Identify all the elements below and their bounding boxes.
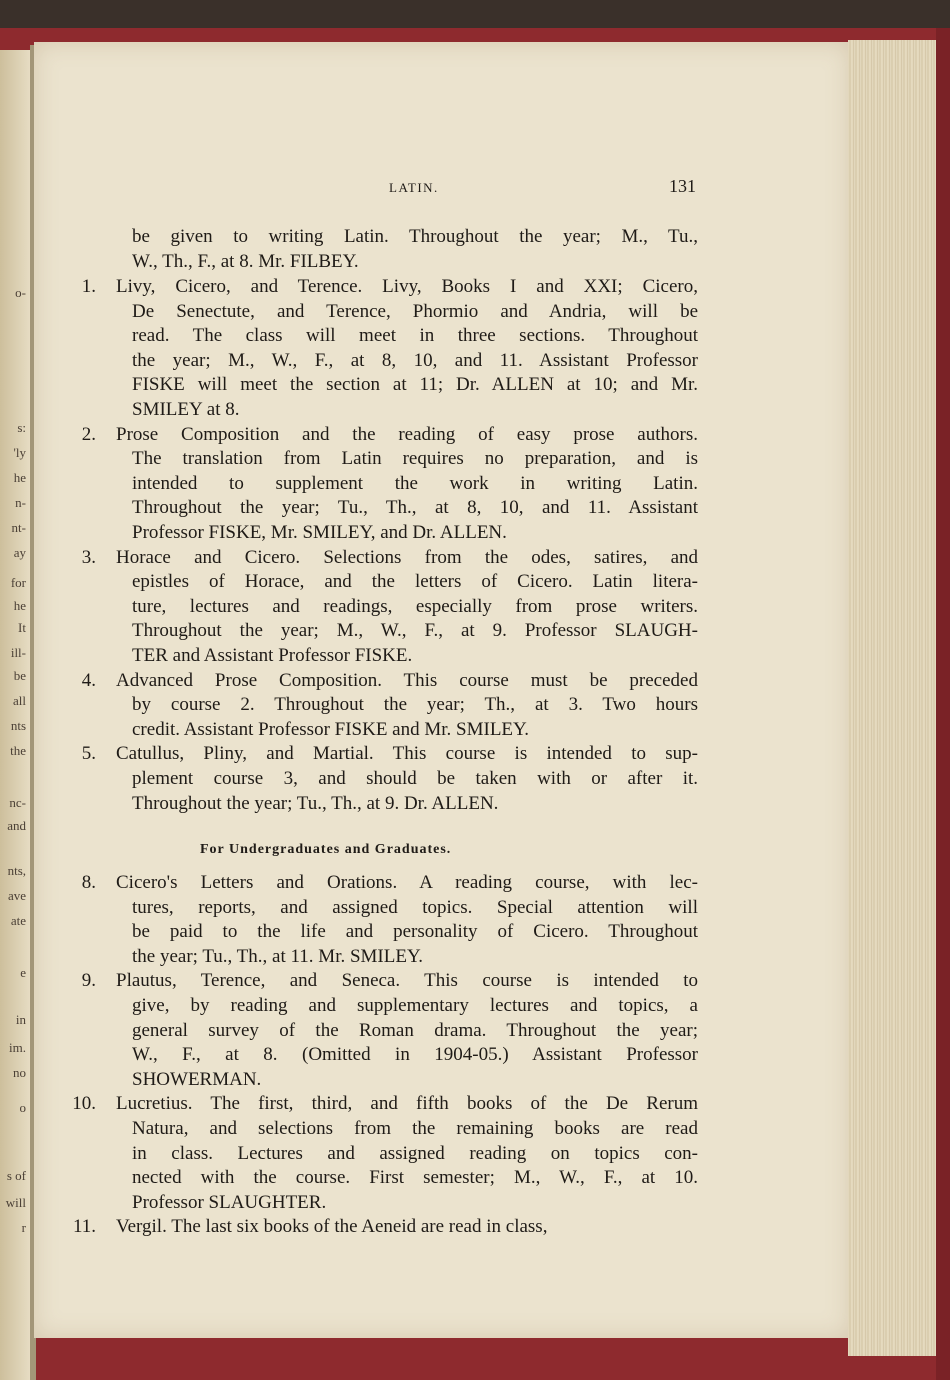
course-number: 9. (81, 970, 96, 992)
text-line (0, 620, 950, 645)
text-line (0, 448, 950, 473)
line-text: Vergil. The last six books of the Aeneid are read in class, (116, 1216, 548, 1238)
course-number: 10. (72, 1093, 96, 1115)
line-text: general survey of the Roman drama. Throughout the year; (132, 1019, 698, 1041)
margin-fragment: in (15, 1012, 26, 1027)
margin-fragment: ate (10, 913, 26, 928)
line-text: the year; Tu., Th., at 11. Mr. SMILEY. (132, 945, 423, 967)
text-line (0, 1044, 950, 1069)
course-number: 8. (81, 872, 96, 893)
text-line (0, 1167, 950, 1192)
text-line (0, 1069, 950, 1094)
line-text: W., F., at 8. (Omitted in 1904-05.) Assistant Professor (132, 1044, 698, 1066)
course-number: 3. (81, 546, 96, 568)
text-line (0, 547, 950, 572)
text-line (0, 571, 950, 596)
course-number: 11. (72, 1216, 96, 1238)
line-text: tures, reports, and assigned topics. Special attention will (132, 896, 698, 918)
text-line (0, 670, 950, 695)
text-line (0, 946, 950, 971)
line-text: Catullus, Pliny, and Martial. This course is intended to sup- (116, 743, 698, 765)
line-text: intended to supplement the work in writing Latin. (132, 472, 698, 494)
margin-fragment: no (13, 1065, 26, 1080)
line-text: Professor SLAUGHTER. (132, 1191, 327, 1213)
margin-fragment: im. (9, 1040, 26, 1055)
margin-fragment: all (13, 693, 26, 708)
margin-fragment: e (20, 965, 26, 980)
section-subheading: For Undergraduates and Graduates. (200, 842, 452, 857)
margin-fragment: nt- (11, 520, 26, 535)
margin-fragment: s of (6, 1168, 26, 1183)
line-text: be paid to the life and personality of Cicero. Throughout (132, 921, 698, 943)
text-line (0, 645, 950, 670)
text-line (0, 995, 950, 1020)
line-text: TER and Assistant Professor FISKE. (132, 645, 413, 666)
text-line (0, 793, 950, 818)
line-text: Lucretius. The first, third, and fifth books of the De Rerum (116, 1093, 698, 1115)
line-text: Professor FISKE, Mr. SMILEY, and Dr. ALLEN. (132, 522, 507, 543)
line-text: Horace and Cicero. Selections from the odes, satires, and (116, 546, 698, 568)
text-line (0, 473, 950, 498)
line-text: SHOWERMAN. (132, 1068, 262, 1090)
margin-fragment: nts, (7, 863, 26, 878)
margin-fragment: nc- (9, 795, 26, 810)
text-line (0, 226, 950, 251)
line-text: plement course 3, and should be taken with or after it. (132, 768, 698, 789)
line-text: Prose Composition and the reading of easy prose authors. (116, 423, 698, 445)
line-text: ture, lectures and readings, especially from prose writers. (132, 595, 698, 617)
line-text: in class. Lectures and assigned reading on topics con- (132, 1142, 698, 1164)
text-line (0, 1118, 950, 1143)
text-line (0, 1216, 950, 1241)
text-line (0, 1143, 950, 1168)
margin-fragment: It (18, 620, 26, 635)
margin-fragment: 'ly (13, 445, 26, 460)
line-text: SMILEY at 8. (132, 399, 240, 420)
line-text: the year; M., W., F., at 8, 10, and 11. Assistant Professor (132, 349, 698, 371)
text-line (0, 251, 950, 276)
text-line (0, 301, 950, 326)
margin-fragment: ill- (10, 645, 26, 660)
line-text: The translation from Latin requires no preparation, and is (132, 448, 698, 470)
margin-fragment: s: (17, 420, 26, 435)
text-line (0, 1192, 950, 1217)
course-number: 4. (81, 669, 96, 691)
margin-fragment: the (10, 743, 26, 758)
line-text: Advanced Prose Composition. This course must be preceded (116, 669, 698, 691)
text-line (0, 921, 950, 946)
line-text: W., Th., F., at 8. Mr. FILBEY. (132, 250, 359, 272)
line-text: epistles of Horace, and the letters of Cicero. Latin litera- (132, 571, 698, 593)
text-line (0, 325, 950, 350)
margin-fragment: o (19, 1100, 26, 1115)
text-line (0, 276, 950, 301)
margin-fragment: r (21, 1220, 26, 1235)
text-line (0, 743, 950, 768)
line-text: FISKE will meet the section at 11; Dr. ALLEN at 10; and Mr. (132, 374, 698, 396)
margin-fragment: o- (15, 285, 26, 300)
course-number: 1. (81, 276, 96, 297)
line-text: be given to writing Latin. Throughout the year; M., Tu., (132, 226, 698, 247)
margin-fragment: will (5, 1195, 26, 1210)
text-line (0, 350, 950, 375)
margin-fragment: he (13, 598, 26, 613)
text-line (0, 719, 950, 744)
course-number: 2. (81, 423, 96, 445)
margin-fragment: ave (7, 888, 26, 903)
margin-fragment: for (10, 575, 26, 590)
text-line (0, 768, 950, 793)
margin-fragment: he (13, 470, 26, 485)
text-line (0, 897, 950, 922)
line-text: Throughout the year; Tu., Th., at 8, 10, and 11. Assistant (132, 497, 698, 519)
margin-fragment: n- (15, 495, 26, 510)
text-line (0, 1020, 950, 1045)
line-text: Throughout the year; Tu., Th., at 9. Dr. ALLEN. (132, 792, 499, 814)
text-line (0, 694, 950, 719)
margin-fragment: nts (10, 718, 26, 733)
running-title: LATIN. (389, 180, 439, 195)
course-number: 5. (81, 743, 96, 765)
text-line (0, 596, 950, 621)
text-line (0, 522, 950, 547)
line-text: Throughout the year; M., W., F., at 9. Professor SLAUGH- (132, 620, 698, 642)
line-text: read. The class will meet in three sections. Throughout (132, 325, 698, 347)
margin-fragment: and (7, 818, 26, 833)
line-text: credit. Assistant Professor FISKE and Mr. SMILEY. (132, 718, 530, 740)
text-line (0, 872, 950, 897)
line-text: by course 2. Throughout the year; Th., at 3. Two hours (132, 694, 698, 716)
margin-fragment: ay (13, 545, 26, 560)
line-text: nected with the course. First semester; M., W., F., at 10. (132, 1167, 698, 1189)
text-line (0, 1093, 950, 1118)
page-header (34, 176, 850, 200)
line-text: Cicero's Letters and Orations. A reading course, with lec- (116, 872, 698, 893)
text-line (0, 970, 950, 995)
text-line (0, 424, 950, 449)
text-line (0, 497, 950, 522)
scanner-background (0, 0, 950, 30)
line-text: Livy, Cicero, and Terence. Livy, Books I and XXI; Cicero, (116, 276, 698, 297)
line-text: Plautus, Terence, and Seneca. This course is intended to (116, 970, 698, 992)
margin-fragment: be (13, 668, 26, 683)
page-number: 131 (669, 176, 696, 196)
text-line (0, 399, 950, 424)
text-line (0, 374, 950, 399)
line-text: give, by reading and supplementary lectures and topics, a (132, 995, 698, 1016)
line-text: De Senectute, and Terence, Phormio and Andria, will be (132, 300, 698, 322)
line-text: Natura, and selections from the remaining books are read (132, 1118, 698, 1139)
